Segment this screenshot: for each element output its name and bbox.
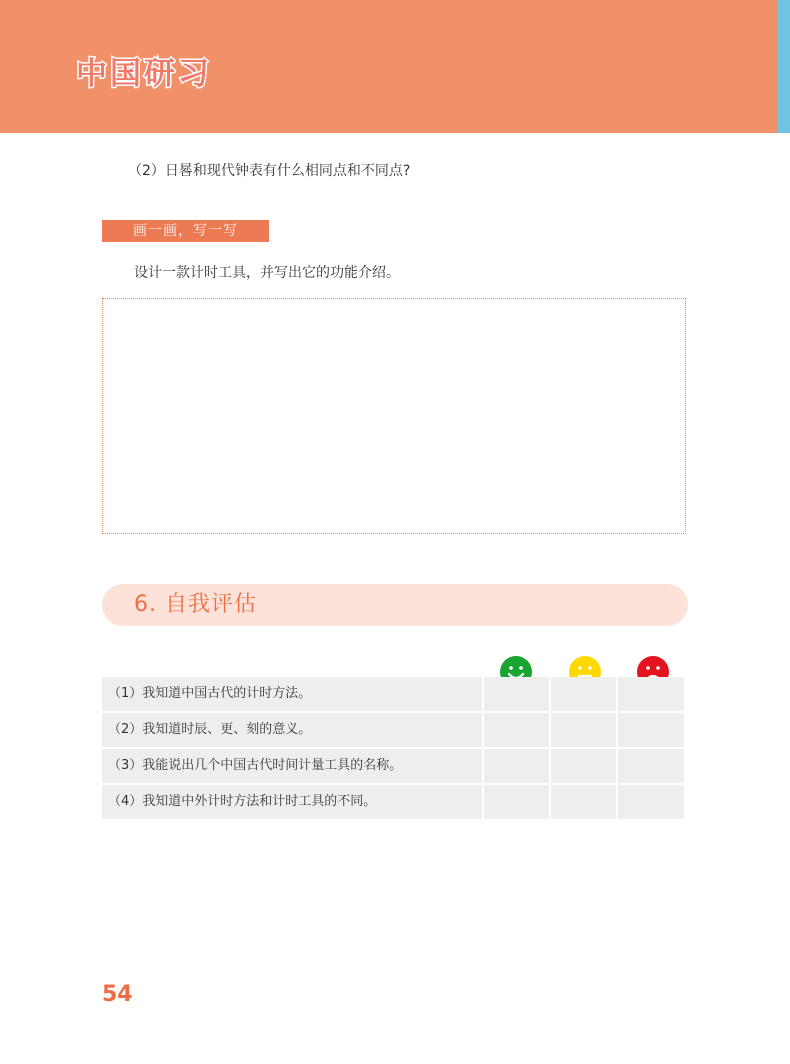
rating-cell-neutral[interactable] [551, 677, 616, 711]
rating-cell-neutral[interactable] [551, 713, 616, 747]
activity-tag: 画一画，写一写 [102, 220, 269, 242]
rating-cell-sad[interactable] [618, 713, 684, 747]
rating-cell-sad[interactable] [618, 749, 684, 783]
header-edge-stripe [778, 0, 790, 133]
rating-cell-happy[interactable] [484, 749, 549, 783]
assessment-item-label: （3）我能说出几个中国古代时间计量工具的名称。 [102, 749, 482, 783]
table-row [102, 785, 687, 819]
table-row [102, 749, 687, 783]
rating-cell-sad[interactable] [618, 677, 684, 711]
section-header [102, 584, 688, 626]
assessment-item-label: （1）我知道中国古代的计时方法。 [102, 677, 482, 711]
rating-cell-happy[interactable] [484, 785, 549, 819]
section-title: 6. 自我评估 [134, 592, 257, 617]
drawing-area[interactable] [102, 298, 686, 534]
assessment-item-label: （4）我知道中外计时方法和计时工具的不同。 [102, 785, 482, 819]
question-text: （2）日晷和现代钟表有什么相同点和不同点? [128, 163, 411, 179]
activity-instruction: 设计一款计时工具，并写出它的功能介绍。 [134, 265, 400, 281]
rating-cell-neutral[interactable] [551, 785, 616, 819]
self-assessment-table [102, 677, 687, 821]
assessment-item-label: （2）我知道时辰、更、刻的意义。 [102, 713, 482, 747]
rating-cell-neutral[interactable] [551, 749, 616, 783]
rating-cell-sad[interactable] [618, 785, 684, 819]
rating-cell-happy[interactable] [484, 677, 549, 711]
table-row [102, 713, 687, 747]
page-title: 中国研习 [76, 56, 212, 92]
rating-cell-happy[interactable] [484, 713, 549, 747]
table-row [102, 677, 687, 711]
page-number: 54 [102, 982, 133, 1007]
